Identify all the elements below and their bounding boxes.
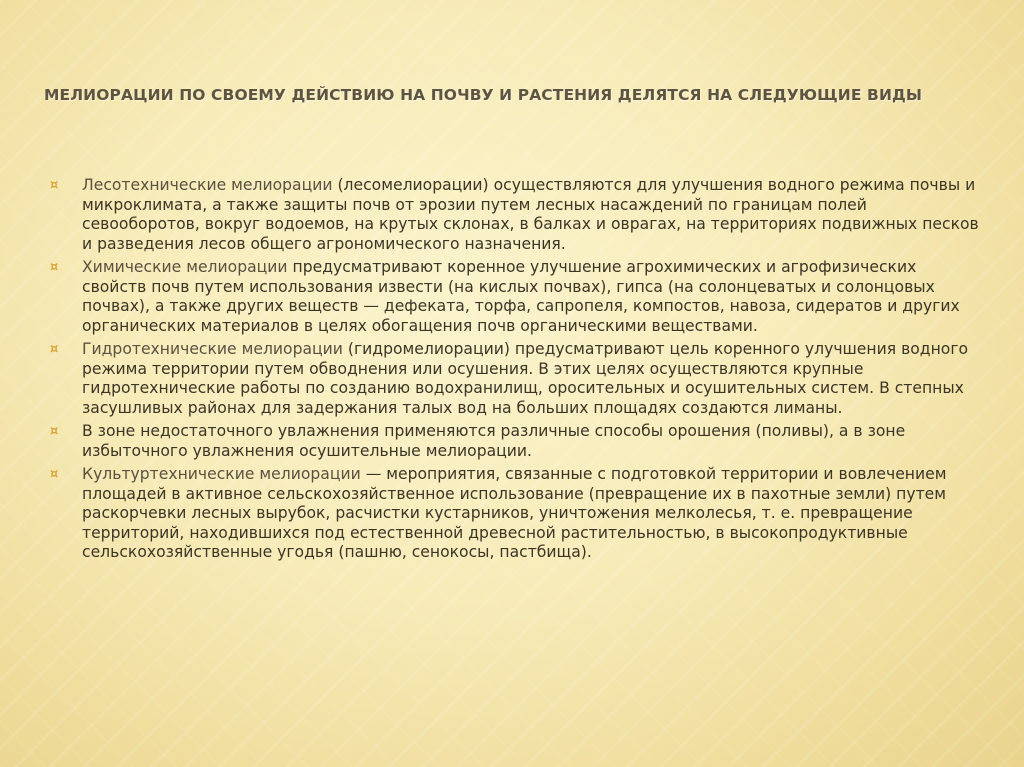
bullet-icon: ¤: [50, 424, 59, 439]
slide-title: МЕЛИОРАЦИИ ПО СВОЕМУ ДЕЙСТВИЮ НА ПОЧВУ И РАСТЕНИЯ ДЕЛЯТСЯ НА СЛЕДУЮЩИЕ ВИДЫ: [44, 86, 923, 104]
item-term: Лесотехнические мелиорации: [82, 176, 333, 194]
list-item: [50, 465, 980, 563]
bullet-icon: ¤: [50, 178, 59, 193]
bullet-icon: ¤: [50, 342, 59, 357]
bullet-list: [50, 176, 980, 567]
bullet-icon: ¤: [50, 260, 59, 275]
item-text: — мероприятия, связанные с подготовкой территории и вовлечением площадей в активное сельскохозяйственное использование (превращение их в пахотные земли) путем раскорчевки лесных вырубок, расчистки кустарников, уничтожения мелколесья, т. е. превращение территорий, находившихся под естественной древесной растительностью, в высокопродуктивные сельскохозяйственные угодья (пашню, сенокосы, пастбища).: [82, 465, 947, 561]
list-item: [50, 176, 980, 254]
bullet-icon: ¤: [50, 467, 59, 482]
item-text: (гидромелиорации) предусматривают цель коренного улучшения водного режима территории путем обводнения или осушения. В этих целях осуществляются крупные гидротехнические работы по созданию водохранилищ, оросительных и осушительных систем. В степных засушливых районах для задержания талых вод на больших площадях создаются лиманы.: [82, 340, 969, 417]
item-term: Культуртехнические мелиорации: [82, 465, 361, 483]
list-item: [50, 340, 980, 418]
list-item: [50, 258, 980, 336]
item-term: Химические мелиорации: [82, 258, 288, 276]
item-term: Гидротехнические мелиорации: [82, 340, 343, 358]
list-item: [50, 422, 980, 461]
item-text: (лесомелиорации) осуществляются для улучшения водного режима почвы и микроклимата, а также защиты почв от эрозии путем лесных насаждений по границам полей севооборотов, вокруг водоемов, на крутых склонах, в балках и оврагах, на территориях подвижных песков и разведения лесов общего агрономического назначения.: [82, 176, 979, 253]
item-text: В зоне недостаточного увлажнения применяются различные способы орошения (поливы), а в зоне избыточного увлажнения осушительные мелиорации.: [82, 422, 906, 460]
item-text: предусматривают коренное улучшение агрохимических и агрофизических свойств почв путем использования извести (на кислых почвах), гипса (на солонцеватых и солонцовых почвах), а также других веществ — дефеката, торфа, сапропеля, компостов, навоза, сидератов и других органических материалов в целях обогащения почв органическими веществами.: [82, 258, 960, 335]
